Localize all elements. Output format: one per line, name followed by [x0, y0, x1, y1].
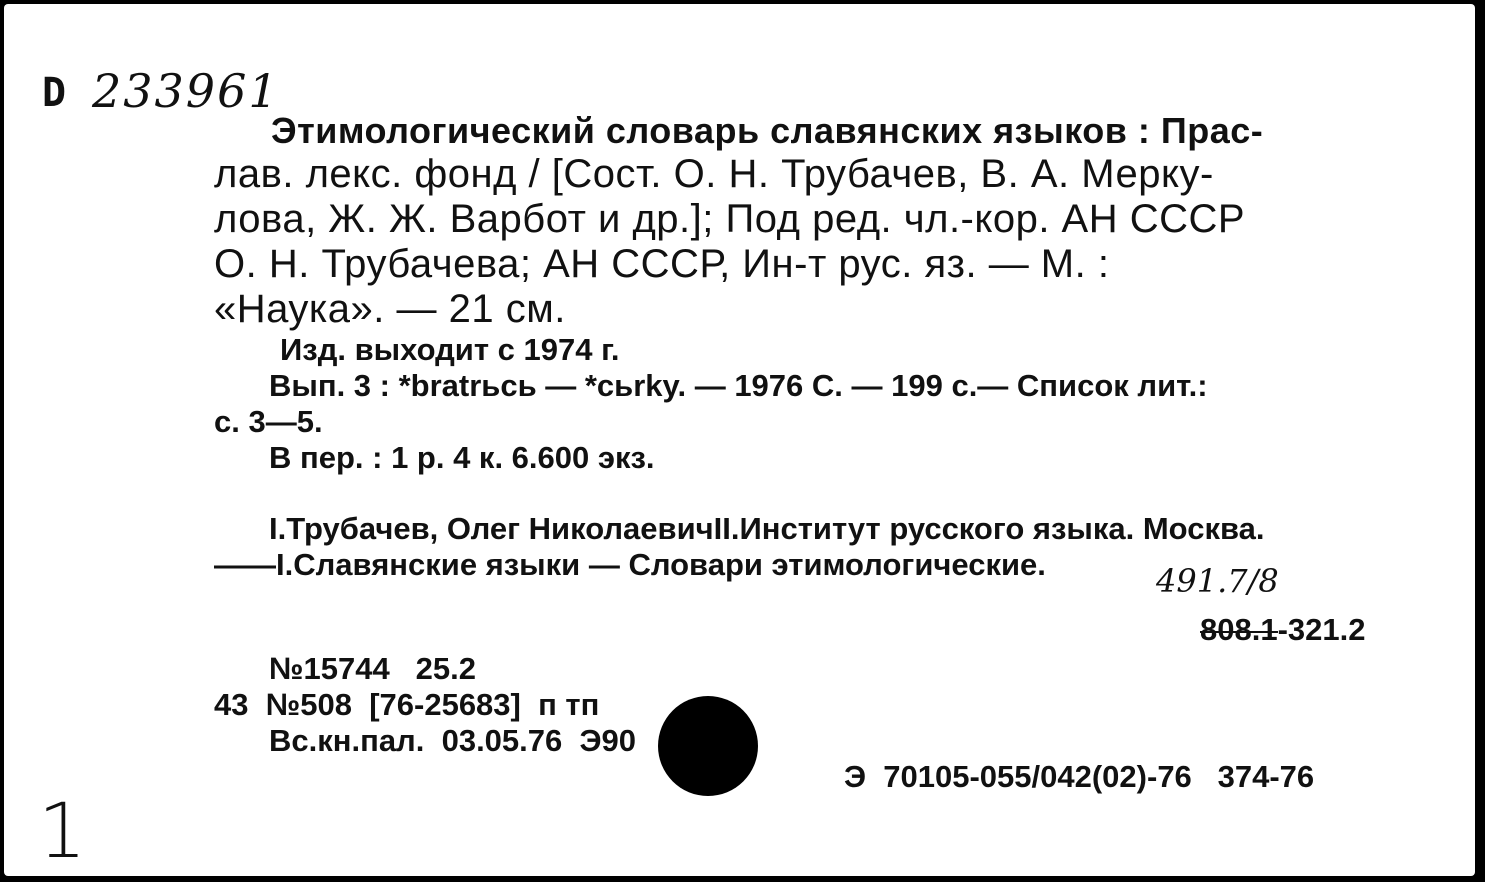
note-line-2: Вып. 3 : *bratrьсь — *сьrky. — 1976 С. — 199 с.— Список лит.:	[269, 368, 1208, 403]
corner-mark: 1	[38, 786, 87, 875]
classification-suffix: -321.2	[1277, 612, 1366, 647]
tracing-line-2: ——I.Славянские языки — Словари этимологические.	[214, 547, 1046, 582]
order-line-1: №15744 25.2	[269, 651, 476, 686]
note-line-1: Изд. выходит с 1974 г.	[280, 332, 620, 367]
tracing-line-1: I.Трубачев, Олег НиколаевичII.Институт русского языка. Москва.	[269, 511, 1265, 546]
title-line-5: «Наука». — 21 см.	[214, 287, 566, 331]
classification-code	[1200, 612, 1365, 648]
catalog-card	[4, 4, 1475, 876]
handwritten-classification: 491.7/8	[1156, 562, 1279, 600]
inventory-number: 233961	[92, 64, 280, 118]
title-line-2: лав. лекс. фонд / [Сост. О. Н. Трубачев, В. А. Мерку-	[214, 152, 1214, 196]
black-seal	[658, 696, 758, 796]
bottom-code: Э 70105-055/042(02)-76 374-76	[844, 759, 1315, 794]
note-line-4: В пер. : 1 р. 4 к. 6.600 экз.	[269, 440, 655, 475]
title-line-1	[271, 108, 1263, 153]
title-line-3: лова, Ж. Ж. Варбот и др.]; Под ред. чл.-кор. АН СССР	[214, 197, 1246, 241]
note-line-3: с. 3—5.	[214, 404, 323, 439]
order-line-2: 43 №508 [76-25683] п тп	[214, 687, 600, 722]
inventory-prefix: D	[42, 70, 67, 116]
title-line-4: О. Н. Трубачева; АН СССР, Ин-т рус. яз. — М. :	[214, 242, 1110, 286]
struck-code: 808.1	[1200, 612, 1278, 647]
order-line-3: Вс.кн.пал. 03.05.76 Э90	[269, 723, 637, 758]
title-bold: Этимологический словарь славянских языков : Прас-	[271, 110, 1264, 151]
